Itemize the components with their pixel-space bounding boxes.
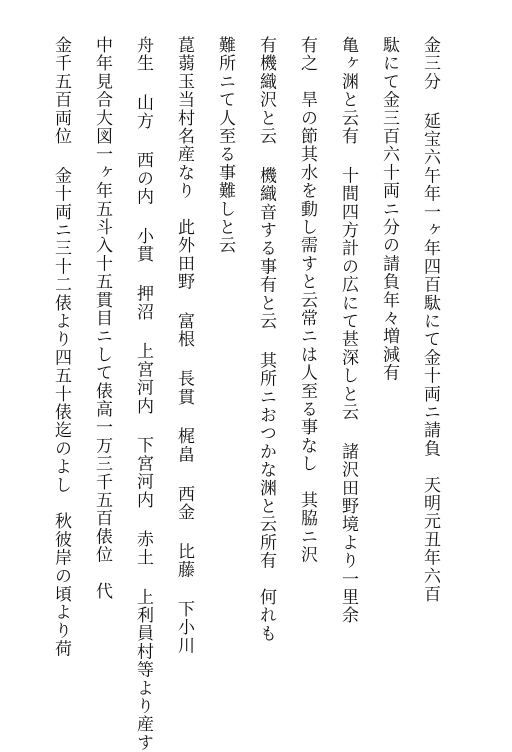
text-line-5: 有機織沢と云 機織音する事有と云 其所ニおつかな渊と云所有 何れも: [256, 36, 276, 643]
text-line-8: 舟生 山方 西の内 小貫 押沼 上宮河内 下宮河内 赤土 上利員村等より産す: [133, 36, 153, 752]
text-line-2: 駄にて金三百六十両ニ分の請負年々増減有: [379, 36, 399, 382]
vertical-text-body: [40, 36, 450, 752]
text-line-1: 金三分 延宝六午年一ヶ年四百駄にて金十両ニ請負 天明元丑年六百: [420, 36, 440, 604]
text-line-6: 難所ニて人至る事難しと云: [215, 36, 235, 255]
text-line-3: 亀ヶ渊と云有 十間四方計の広にて甚深しと云 諸沢田野境より一里余: [338, 36, 358, 625]
text-line-9: 中年見合大図一ヶ年五斗入十五貫目ニして俵高一万三千五百俵位 代: [92, 36, 112, 601]
text-line-10: 金千五百両位 金十両ニ三十二俵より四五十俵迄のよし 秋彼岸の頃より荷: [51, 36, 71, 658]
text-line-7: 菎蒻玉当村名産なり 此外田野 富根 長貫 梶畠 西金 比藤 下小川: [174, 36, 194, 655]
text-line-4: 有之 旱の節其水を動し需すと云常ニは人至る事なし 其脇ニ沢: [297, 36, 317, 564]
